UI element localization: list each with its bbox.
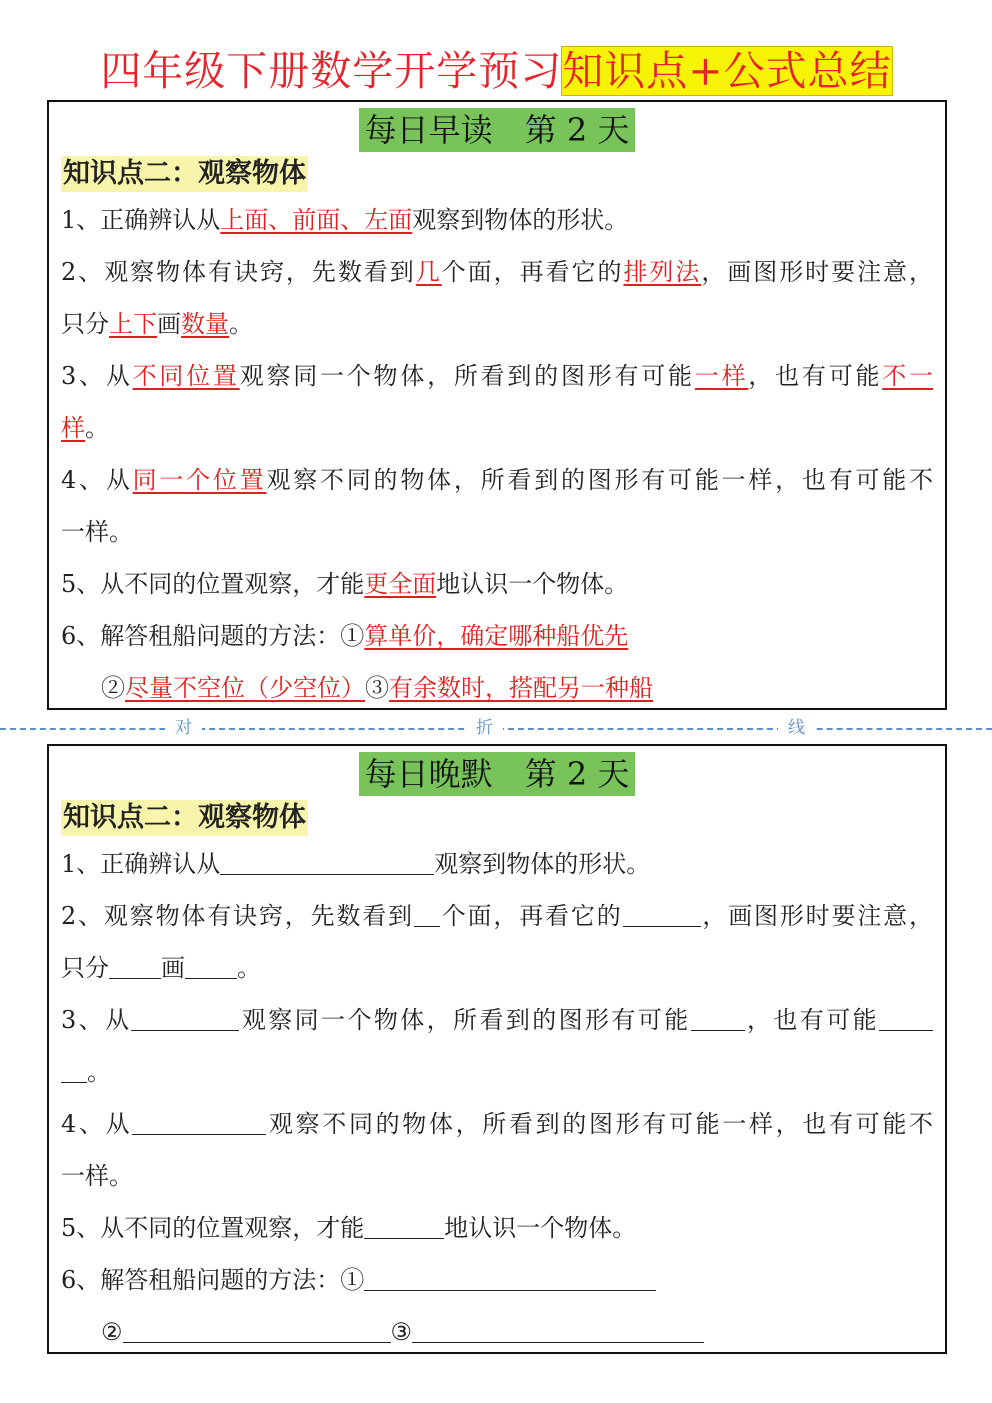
morning-line-2b: 只分上下画数量。 (61, 310, 253, 338)
answer-blank[interactable] (185, 952, 237, 979)
title-main: 四年级下册数学开学预习 (100, 47, 563, 95)
evening-line-6b: ② ③ (101, 1315, 704, 1349)
answer-blank[interactable] (61, 1056, 87, 1083)
evening-recall-box (47, 744, 947, 1354)
evening-line-6: 6、解答租船问题的方法：① (61, 1263, 656, 1297)
answer-text: 算单价，确定哪种船优先 (364, 622, 629, 650)
morning-header-label: 每日早读 第 2 天 (359, 108, 636, 152)
morning-line-5: 5、从不同的位置观察，才能更全面地认识一个物体。 (61, 570, 629, 598)
answer-text: 更全面 (364, 570, 437, 598)
evening-header (49, 752, 945, 796)
fold-label-1: 对 (165, 717, 202, 739)
evening-line-2b: 只分 画 。 (61, 954, 261, 982)
answer-text: 尽量不空位（少空位） (125, 674, 365, 702)
evening-knowledge-point: 知识点二：观察物体 (61, 800, 308, 836)
answer-text: 一样 (694, 362, 749, 390)
evening-line-1: 1、正确辨认从 观察到物体的形状。 (61, 850, 651, 878)
answer-blank[interactable] (131, 1004, 239, 1031)
evening-line-4: 4、从 观察不同的物体，所看到的图形有可能一样，也有可能不 (61, 1110, 933, 1138)
evening-line-2: 2、观察物体有诀窍，先数看到 个面，再看它的 ，画图形时要注意， (61, 902, 933, 930)
answer-blank[interactable] (623, 900, 701, 927)
answer-blank[interactable] (220, 848, 434, 875)
page-title (0, 42, 992, 100)
answer-text: 不一 (882, 362, 934, 390)
fold-label-2: 折 (466, 717, 503, 739)
morning-line-4b: 一样。 (61, 518, 133, 546)
morning-header (49, 108, 945, 152)
morning-line-3: 3、从不同位置观察同一个物体，所看到的图形有可能一样，也有可能不一 (61, 362, 934, 390)
morning-line-6: 6、解答租船问题的方法：①算单价，确定哪种船优先 (61, 622, 629, 650)
answer-blank[interactable] (414, 900, 440, 927)
answer-blank[interactable] (879, 1004, 933, 1031)
morning-knowledge-point: 知识点二：观察物体 (61, 156, 308, 192)
answer-text: 有余数时，搭配另一种船 (389, 674, 653, 702)
answer-text: 排列法 (623, 258, 702, 286)
evening-header-label: 每日晚默 第 2 天 (359, 752, 636, 796)
answer-blank[interactable] (412, 1316, 704, 1343)
evening-line-3b: 。 (61, 1055, 111, 1089)
evening-line-5: 5、从不同的位置观察，才能 地认识一个物体。 (61, 1214, 637, 1242)
answer-text: 上下 (109, 310, 157, 338)
title-highlight: 知识点+公式总结 (562, 47, 892, 95)
morning-line-2: 2、观察物体有诀窍，先数看到几个面，再看它的排列法，画图形时要注意， (61, 258, 934, 286)
answer-text: 数量 (181, 310, 229, 338)
answer-text: 上面、前面、左面 (220, 206, 413, 234)
fold-label-3: 线 (778, 717, 815, 739)
answer-blank[interactable] (132, 1108, 266, 1135)
answer-blank[interactable] (691, 1004, 745, 1031)
answer-text: 不同位置 (132, 362, 240, 390)
evening-line-3: 3、从 观察同一个物体，所看到的图形有可能 ，也有可能 (61, 1003, 933, 1037)
answer-text: 几 (415, 258, 442, 286)
morning-line-1: 1、正确辨认从上面、前面、左面观察到物体的形状。 (61, 206, 629, 234)
evening-line-4b: 一样。 (61, 1162, 133, 1190)
morning-line-3b: 样。 (61, 414, 109, 442)
morning-reading-box (47, 100, 947, 710)
answer-blank[interactable] (364, 1264, 656, 1291)
answer-text: 同一个位置 (132, 466, 267, 494)
answer-text: 样 (61, 414, 85, 442)
answer-blank[interactable] (109, 952, 161, 979)
answer-blank[interactable] (364, 1212, 444, 1239)
morning-line-4: 4、从同一个位置观察不同的物体，所看到的图形有可能一样，也有可能不 (61, 466, 934, 494)
answer-blank[interactable] (123, 1316, 391, 1343)
morning-line-6b: ②尽量不空位（少空位）③有余数时，搭配另一种船 (101, 674, 653, 702)
